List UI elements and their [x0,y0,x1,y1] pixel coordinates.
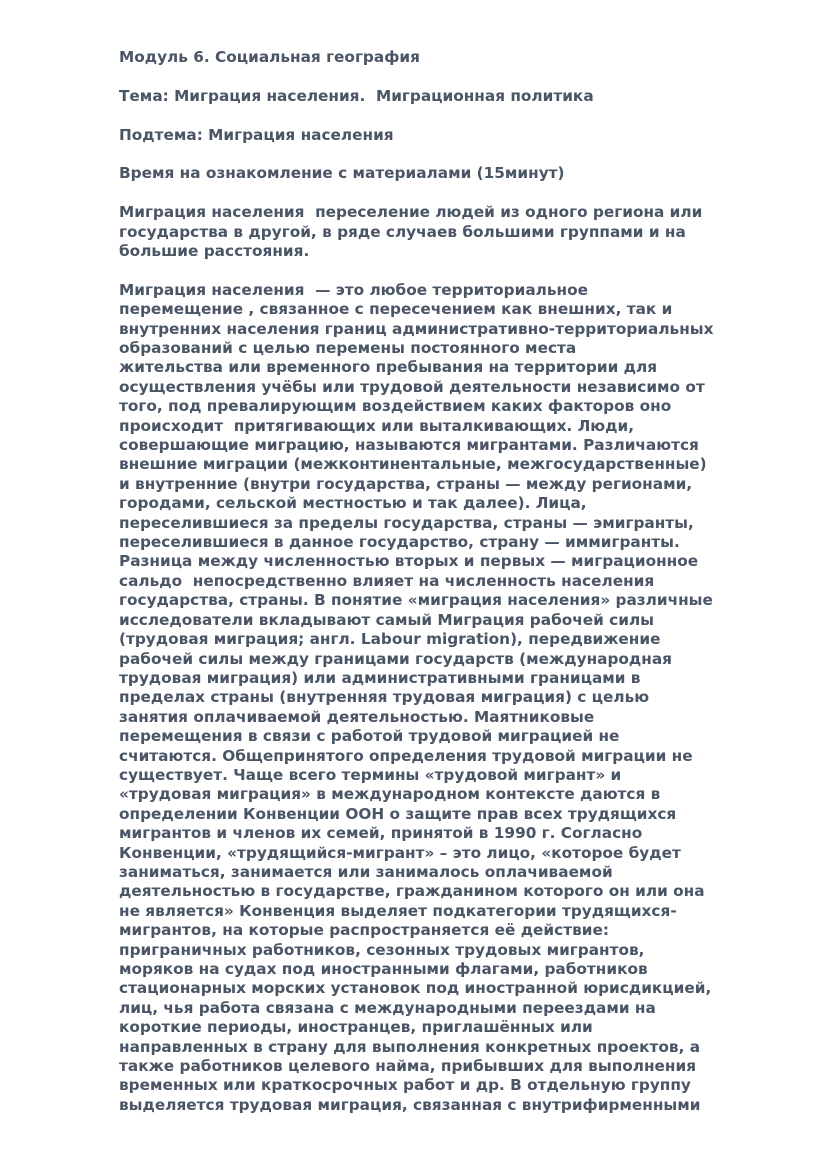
text-line: осуществления учёбы или трудовой деятельности независимо от [119,377,705,396]
text-line: лиц, чья работа связана с международными переездами на [119,998,656,1017]
text-line: временных или краткосрочных работ и др. В отдельную группу [119,1076,691,1095]
text-line: (трудовая миграция; англ. Labour migration), передвижение [119,630,661,649]
text-line: моряков на судах под иностранными флагами, работников [119,960,648,979]
paragraph-main [119,281,774,1115]
text-line: стационарных морских установок под иностранной юрисдикцией, [119,979,712,998]
text-line: совершающие миграцию, называются мигрантами. Различаются [119,436,699,455]
text-line: городами, сельской местностью и так далее). Лица, [119,494,587,513]
text-line: государства, страны. В понятие «миграция населения» различные [119,591,713,610]
text-line: направленных в страну для выполнения конкретных проектов, а [119,1037,701,1056]
text-line: выделяется трудовая миграция, связанная с внутрифирменными [119,1095,701,1114]
text-line: внутренних населения границ административно-территориальных [119,319,714,338]
text-line: исследователи вкладывают самый Миграция рабочей силы [119,610,655,629]
text-line: сальдо непосредственно влияет на численность населения [119,571,655,590]
text-line: занятия оплачиваемой деятельностью. Маятниковые [119,707,595,726]
text-line: мигрантов и членов их семей, принятой в 1990 г. Согласно [119,824,643,843]
text-line: внешние миграции (межконтинентальные, межгосударственные) [119,455,707,474]
text-line: пределах страны (внутренняя трудовая миграция) с целью [119,688,650,707]
text-line: короткие периоды, иностранцев, приглашённых или [119,1018,593,1037]
text-line: большие расстояния. [119,242,310,260]
text-line: определении Конвенции ООН о защите прав всех трудящихся [119,804,677,823]
paragraph-definition [119,203,774,261]
text-line: заниматься, занимается или занималось оплачиваемой [119,862,613,881]
text-line: трудовая миграция) или административными границами в [119,668,641,687]
text-line: перемещение , связанное с пересечением как внешних, так и [119,300,673,319]
text-line: приграничных работников, сезонных трудовых мигрантов, [119,940,645,959]
text-line: Миграция населения — это любое территориальное [119,280,588,299]
document-page [119,48,774,1135]
text-line: и внутренние (внутри государства, страны — между регионами, [119,474,693,493]
text-line: рабочей силы между границами государств (международная [119,649,672,668]
text-line: переселившиеся в данное государство, страну — иммигранты. [119,533,680,552]
text-line: также работников целевого найма, прибывших для выполнения [119,1057,697,1076]
text-line: считаются. Общепринятого определения трудовой миграции не [119,746,693,765]
module-heading: Модуль 6. Социальная география [119,48,420,66]
text-line: образований с целью перемены постоянного места [119,339,577,358]
subtopic-heading: Подтема: Миграция населения [119,125,394,144]
text-line: переселившиеся за пределы государства, страны — эмигранты, [119,513,694,532]
text-line: Разница между численностью вторых и первых — миграционное [119,552,699,571]
text-line: «трудовая миграция» в международном контексте даются в [119,785,661,804]
text-line: не является» Конвенция выделяет подкатегории трудящихся- [119,901,677,920]
text-line: Миграция населения переселение людей из одного региона или [119,203,703,222]
text-line: мигрантов, на которые распространяется её действие: [119,921,609,940]
text-line: того, под превалирующим воздействием каких факторов оно [119,397,672,416]
text-line: Конвенции, «трудящийся-мигрант» – это лицо, «которое будет [119,843,681,862]
time-note: Время на ознакомление с материалами (15минут) [119,164,565,183]
text-line: жительства или временного пребывания на территории для [119,358,658,377]
text-line: перемещения в связи с работой трудовой миграцией не [119,727,620,746]
text-line: существует. Чаще всего термины «трудовой мигрант» и [119,765,622,784]
text-line: деятельностью в государстве, гражданином которого он или она [119,882,705,901]
text-line: происходит притягивающих или выталкивающих. Люди, [119,416,635,435]
text-line: государства в другой, в ряде случаев большими группами и на [119,222,686,241]
topic-heading: Тема: Миграция населения. Миграционная политика [119,86,594,105]
